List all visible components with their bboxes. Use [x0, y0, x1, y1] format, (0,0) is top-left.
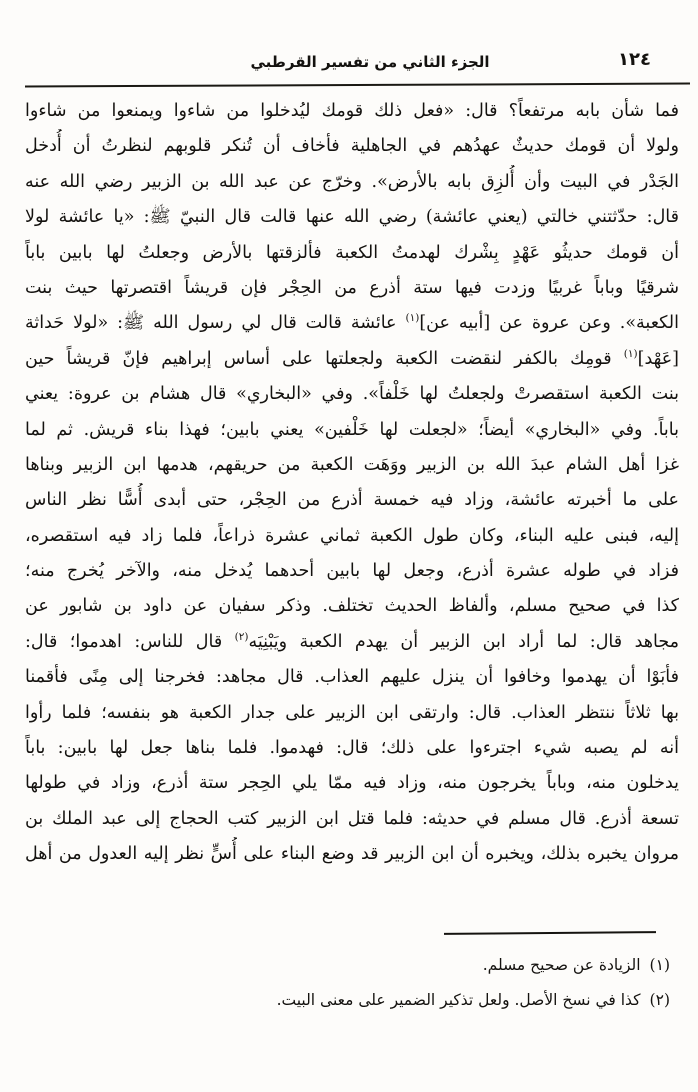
body-line: على ما أخبرته عائشة، وزاد فيه خمسة أذرع من الحِجْر، حتى أبدى أُسًّا نظر الناس	[25, 490, 679, 511]
body-line: الجَدْر في البيت وأن أُلزِق بابه بالأرض». وخرّج عن عبد الله بن الزبير رضي الله عنه	[25, 171, 679, 192]
footnote-1-text: الزيادة عن صحيح مسلم.	[482, 956, 641, 974]
header-rule	[25, 83, 690, 88]
body-line: مجاهد قال: لما أراد ابن الزبير أن يهدم الكعبة ويَبْنِيَه$^{(٢)}$ قال للناس: اهدموا؛ قال:	[25, 631, 679, 652]
footnote-separator	[444, 931, 656, 935]
footnote-1-marker: (١)	[649, 956, 670, 974]
footnotes	[40, 948, 670, 1018]
body-line: فأبَوْا أن يهدموا وخافوا أن ينزل عليهم العذاب. قال مجاهد: فخرجنا إلى مِنًى فأقمنا	[25, 667, 679, 688]
page-number: ١٢٤	[618, 49, 651, 70]
body-line: بنت الكعبة استقصرتْ ولجعلتُ لها خَلْفاً». وفي «البخاري» قال هشام بن عروة: يعني	[25, 384, 679, 405]
footnote-1	[40, 948, 670, 983]
body-line: تسعة أذرع. قال مسلم في حديثه: فلما قتل ابن الزبير كتب الحجاج إلى عبد الملك بن	[25, 808, 679, 829]
body-line: أن قومك حديثُو عَهْدٍ بِشْرك لهدمتُ الكعبة فألزقتها بالأرض وجعلتُ لها بابين باباً	[25, 242, 679, 263]
body-line: أنه لم يصبه شيء اجترءوا على ذلك؛ قال: فهدموا. فلما بناها جعل لها بابين: باباً	[25, 738, 679, 759]
body-line: باباً. وفي «البخاري» أيضاً؛ «لجعلت لها خَلْفين» يعني بابين؛ فهذا بناء قريش. ثم لما	[25, 419, 679, 440]
body-line: شرقيًا وباباً غربيًا وزدت فيها ستة أذرع من الحِجْر فإن قريشاً اقتصرتها حيث بنت	[25, 277, 679, 298]
footnote-2-marker: (٢)	[649, 991, 670, 1009]
body-line: بها ثلاثاً ننتظر العذاب. قال: وارتقى ابن الزبير على جدار الكعبة هو بنفسه؛ فلما رأوا	[25, 702, 679, 723]
footnote-2-text: كذا في نسخ الأصل. ولعل تذكير الضمير على معنى البيت.	[276, 991, 641, 1009]
body-line: الكعبة». وعن عروة عن [أبيه عن]$^{(١)}$ عائشة قالت قال لي رسول الله ﷺ: «لولا حَداثة	[25, 312, 679, 334]
body-line: يدخلون منه، وباباً يخرجون منه، وزاد فيه ممّا يلي الحِجر ستة أذرع، وزاد في طولها	[25, 773, 679, 794]
body-line: فما شأن بابه مرتفعاً؟ قال: «فعل ذلك قومك ليُدخلوا من شاءوا ويمنعوا من شاءوا	[25, 101, 679, 121]
footnote-2	[40, 983, 670, 1018]
body-line: إليه، فبنى عليه البناء، وكان طول الكعبة ثماني عشرة ذراعاً، فلما زاد فيه استقصره،	[25, 525, 679, 546]
body-line: [عَهْد]$^{(١)}$ قومِك بالكفر لنقضت الكعبة ولجعلتها على أساس إبراهيم فإنّ قريشاً حين	[25, 347, 679, 369]
body-line: ولولا أن قومك حديثٌ عهدُهم في الجاهلية فأخاف أن تُنكر قلوبهم لنظرتُ أن أُدخل	[25, 136, 679, 157]
page-header	[25, 46, 679, 82]
body-line: مروان يخبره بذلك، ويخبره أن ابن الزبير قد وضع البناء على أُسٍّ نظر إليه العدول من أهل	[25, 844, 679, 865]
body-line: كذا في صحيح مسلم، وألفاظ الحديث تختلف. وذكر سفيان عن داود بن شابور عن	[25, 596, 679, 617]
running-title: الجزء الثاني من تفسير القرطبي	[250, 53, 490, 71]
body-line: فزاد في طوله عشرة أذرع، وجعل لها بابين أحدهما يُدخل منه، والآخر يُخرج منه؛	[25, 561, 679, 582]
body-line: قال: حدّثتني خالتي (يعني عائشة) رضي الله عنها قالت قال النبيّ ﷺ: «يا عائشة لولا	[25, 207, 679, 228]
body-text	[25, 94, 679, 873]
body-line: غزا أهل الشام عبدَ الله بن الزبير ووَهَت الكعبة من حريقهم، هدمها ابن الزبير وبناها	[25, 454, 679, 475]
